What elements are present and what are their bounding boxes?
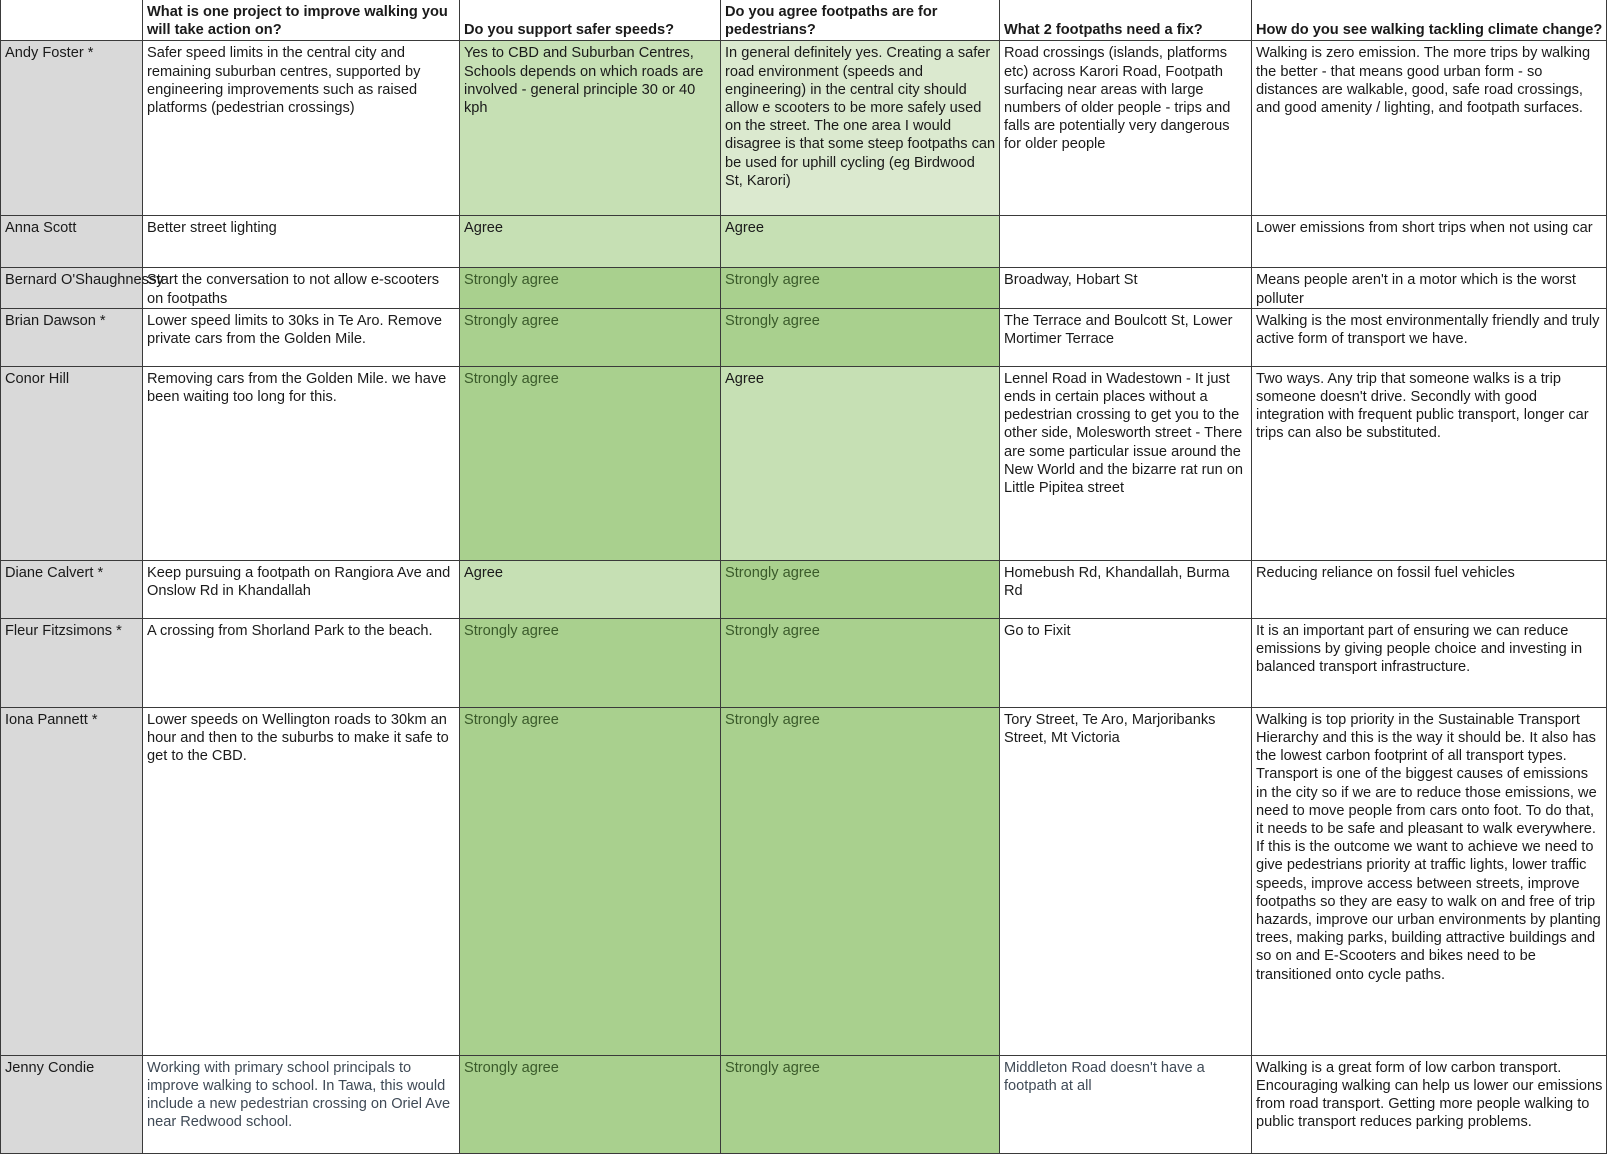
footpaths-cell[interactable] <box>721 707 1000 1055</box>
footpaths-answer: Strongly agree <box>725 312 820 329</box>
project-cell[interactable]: Lower speeds on Wellington roads to 30km an hour and then to the suburbs to make it safe to get to the CBD. <box>143 707 460 1055</box>
climate-cell[interactable]: Lower emissions from short trips when not using car <box>1252 216 1607 268</box>
candidate-name[interactable]: Bernard O'Shaughnessy <box>1 268 143 308</box>
speeds-cell[interactable] <box>460 268 721 308</box>
climate-cell[interactable]: Two ways. Any trip that someone walks is a trip someone doesn't drive. Secondly with good integration with frequent public transport, longer car trips can also be substituted. <box>1252 366 1607 560</box>
climate-cell[interactable]: Walking is top priority in the Sustainable Transport Hierarchy and this is the way it should be. It also has the lowest carbon footprint of all transport types. Transport is one of the biggest causes of emissions in the city so if we are to reduce those emissions, we need to move people from cars onto foot. To do that, it needs to be safe and pleasant to walk everywhere. If this is the outcome we want to achieve we need to give pedestrians priority at traffic lights, lower traffic speeds, improve access between streets, improve footpaths so they are easy to walk on and free of trip hazards, improve our urban environments by planting trees, making parks, building attractive buildings and so on and E-Scooters and bikes need to be transitioned onto cycle paths. <box>1252 707 1607 1055</box>
footpaths-cell[interactable] <box>721 308 1000 366</box>
speeds-answer: Strongly agree <box>464 622 559 639</box>
speeds-answer: Strongly agree <box>464 272 559 289</box>
climate-cell[interactable]: Means people aren't in a motor which is the worst polluter <box>1252 268 1607 308</box>
project-cell[interactable]: Better street lighting <box>143 216 460 268</box>
footpaths-cell[interactable] <box>721 268 1000 308</box>
corner-cell[interactable] <box>1 0 143 41</box>
table-row <box>1 366 1607 560</box>
project-cell[interactable]: Working with primary school principals to improve walking to school. In Tawa, this would include a new pedestrian crossing on Oriel Ave near Redwood school. <box>143 1055 460 1153</box>
footpaths-answer: Strongly agree <box>725 711 820 728</box>
project-cell[interactable]: Safer speed limits in the central city and remaining suburban centres, supported by engineering improvements such as raised platforms (pedestrian crossings) <box>143 41 460 216</box>
fix-cell[interactable]: Lennel Road in Wadestown - It just ends in certain places without a pedestrian crossing to get you to the other side, Molesworth street - There are some particular issue around the New World and the bizarre rat run on Little Pipitea street <box>1000 366 1252 560</box>
header-climate[interactable]: How do you see walking tackling climate change? <box>1252 0 1607 41</box>
climate-cell[interactable]: Walking is a great form of low carbon transport. Encouraging walking can help us lower our emissions from road transport. Getting more people walking to public transport reduces parking problems. <box>1252 1055 1607 1153</box>
table-row <box>1 707 1607 1055</box>
fix-cell[interactable] <box>1000 216 1252 268</box>
header-row <box>1 0 1607 41</box>
footpaths-answer: Strongly agree <box>725 1059 820 1076</box>
climate-cell[interactable]: Reducing reliance on fossil fuel vehicles <box>1252 560 1607 618</box>
speeds-cell[interactable] <box>460 618 721 707</box>
footpaths-answer: Strongly agree <box>725 272 820 289</box>
speeds-answer: Strongly agree <box>464 312 559 329</box>
footpaths-cell[interactable] <box>721 1055 1000 1153</box>
fix-cell[interactable]: The Terrace and Boulcott St, Lower Mortimer Terrace <box>1000 308 1252 366</box>
climate-cell[interactable]: Walking is the most environmentally friendly and truly active form of transport we have. <box>1252 308 1607 366</box>
speeds-cell[interactable] <box>460 308 721 366</box>
footpaths-answer: Strongly agree <box>725 622 820 639</box>
project-cell[interactable]: A crossing from Shorland Park to the beach. <box>143 618 460 707</box>
candidate-name[interactable]: Iona Pannett * <box>1 707 143 1055</box>
candidate-name[interactable]: Conor Hill <box>1 366 143 560</box>
fix-cell[interactable]: Broadway, Hobart St <box>1000 268 1252 308</box>
footpaths-cell[interactable]: In general definitely yes. Creating a safer road environment (speeds and engineering) in the central city should allow e scooters to be more safely used on the street. The one area I would disagree is that some steep footpaths can be used for uphill cycling (eg Birdwood St, Karori) <box>721 41 1000 216</box>
speeds-cell[interactable] <box>460 1055 721 1153</box>
footpaths-answer: Strongly agree <box>725 564 820 581</box>
header-fix[interactable]: What 2 footpaths need a fix? <box>1000 0 1252 41</box>
candidate-name[interactable]: Brian Dawson * <box>1 308 143 366</box>
project-cell[interactable]: Lower speed limits to 30ks in Te Aro. Remove private cars from the Golden Mile. <box>143 308 460 366</box>
fix-cell[interactable]: Road crossings (islands, platforms etc) across Karori Road, Footpath surfacing near areas with large numbers of older people - trips and falls are potentially very dangerous for older people <box>1000 41 1252 216</box>
header-speeds[interactable]: Do you support safer speeds? <box>460 0 721 41</box>
speeds-cell[interactable] <box>460 707 721 1055</box>
footpaths-cell[interactable] <box>721 560 1000 618</box>
speeds-cell[interactable]: Agree <box>460 560 721 618</box>
candidate-name[interactable]: Jenny Condie <box>1 1055 143 1153</box>
speeds-cell[interactable] <box>460 366 721 560</box>
candidate-name[interactable]: Andy Foster * <box>1 41 143 216</box>
project-cell[interactable]: Removing cars from the Golden Mile. we have been waiting too long for this. <box>143 366 460 560</box>
fix-cell[interactable]: Tory Street, Te Aro, Marjoribanks Street, Mt Victoria <box>1000 707 1252 1055</box>
candidate-name[interactable]: Diane Calvert * <box>1 560 143 618</box>
candidate-name[interactable]: Fleur Fitzsimons * <box>1 618 143 707</box>
footpaths-cell[interactable]: Agree <box>721 216 1000 268</box>
table-row <box>1 560 1607 618</box>
fix-cell[interactable]: Middleton Road doesn't have a footpath at all <box>1000 1055 1252 1153</box>
candidate-name[interactable]: Anna Scott <box>1 216 143 268</box>
climate-cell[interactable]: Walking is zero emission. The more trips by walking the better - that means good urban form - so distances are walkable, good, safe road crossings, and good amenity / lighting, and footpath surfaces. <box>1252 41 1607 216</box>
header-footpaths[interactable]: Do you agree footpaths are for pedestrians? <box>721 0 1000 41</box>
fix-cell[interactable]: Homebush Rd, Khandallah, Burma Rd <box>1000 560 1252 618</box>
speeds-cell[interactable]: Yes to CBD and Suburban Centres, Schools depends on which roads are involved - general principle 30 or 40 kph <box>460 41 721 216</box>
speeds-answer: Strongly agree <box>464 711 559 728</box>
footpaths-cell[interactable]: Agree <box>721 366 1000 560</box>
project-cell[interactable]: Keep pursuing a footpath on Rangiora Ave and Onslow Rd in Khandallah <box>143 560 460 618</box>
table-row <box>1 308 1607 366</box>
fix-cell[interactable]: Go to Fixit <box>1000 618 1252 707</box>
footpaths-cell[interactable] <box>721 618 1000 707</box>
project-cell[interactable]: Start the conversation to not allow e-scooters on footpaths <box>143 268 460 308</box>
header-project[interactable]: What is one project to improve walking you will take action on? <box>143 0 460 41</box>
speeds-answer: Strongly agree <box>464 1059 559 1076</box>
table-row <box>1 1055 1607 1153</box>
table-row <box>1 268 1607 308</box>
speeds-answer: Strongly agree <box>464 370 559 387</box>
table-row <box>1 41 1607 216</box>
climate-cell[interactable]: It is an important part of ensuring we can reduce emissions by giving people choice and investing in balanced transport infrastructure. <box>1252 618 1607 707</box>
table-row <box>1 216 1607 268</box>
table-row <box>1 618 1607 707</box>
speeds-cell[interactable]: Agree <box>460 216 721 268</box>
